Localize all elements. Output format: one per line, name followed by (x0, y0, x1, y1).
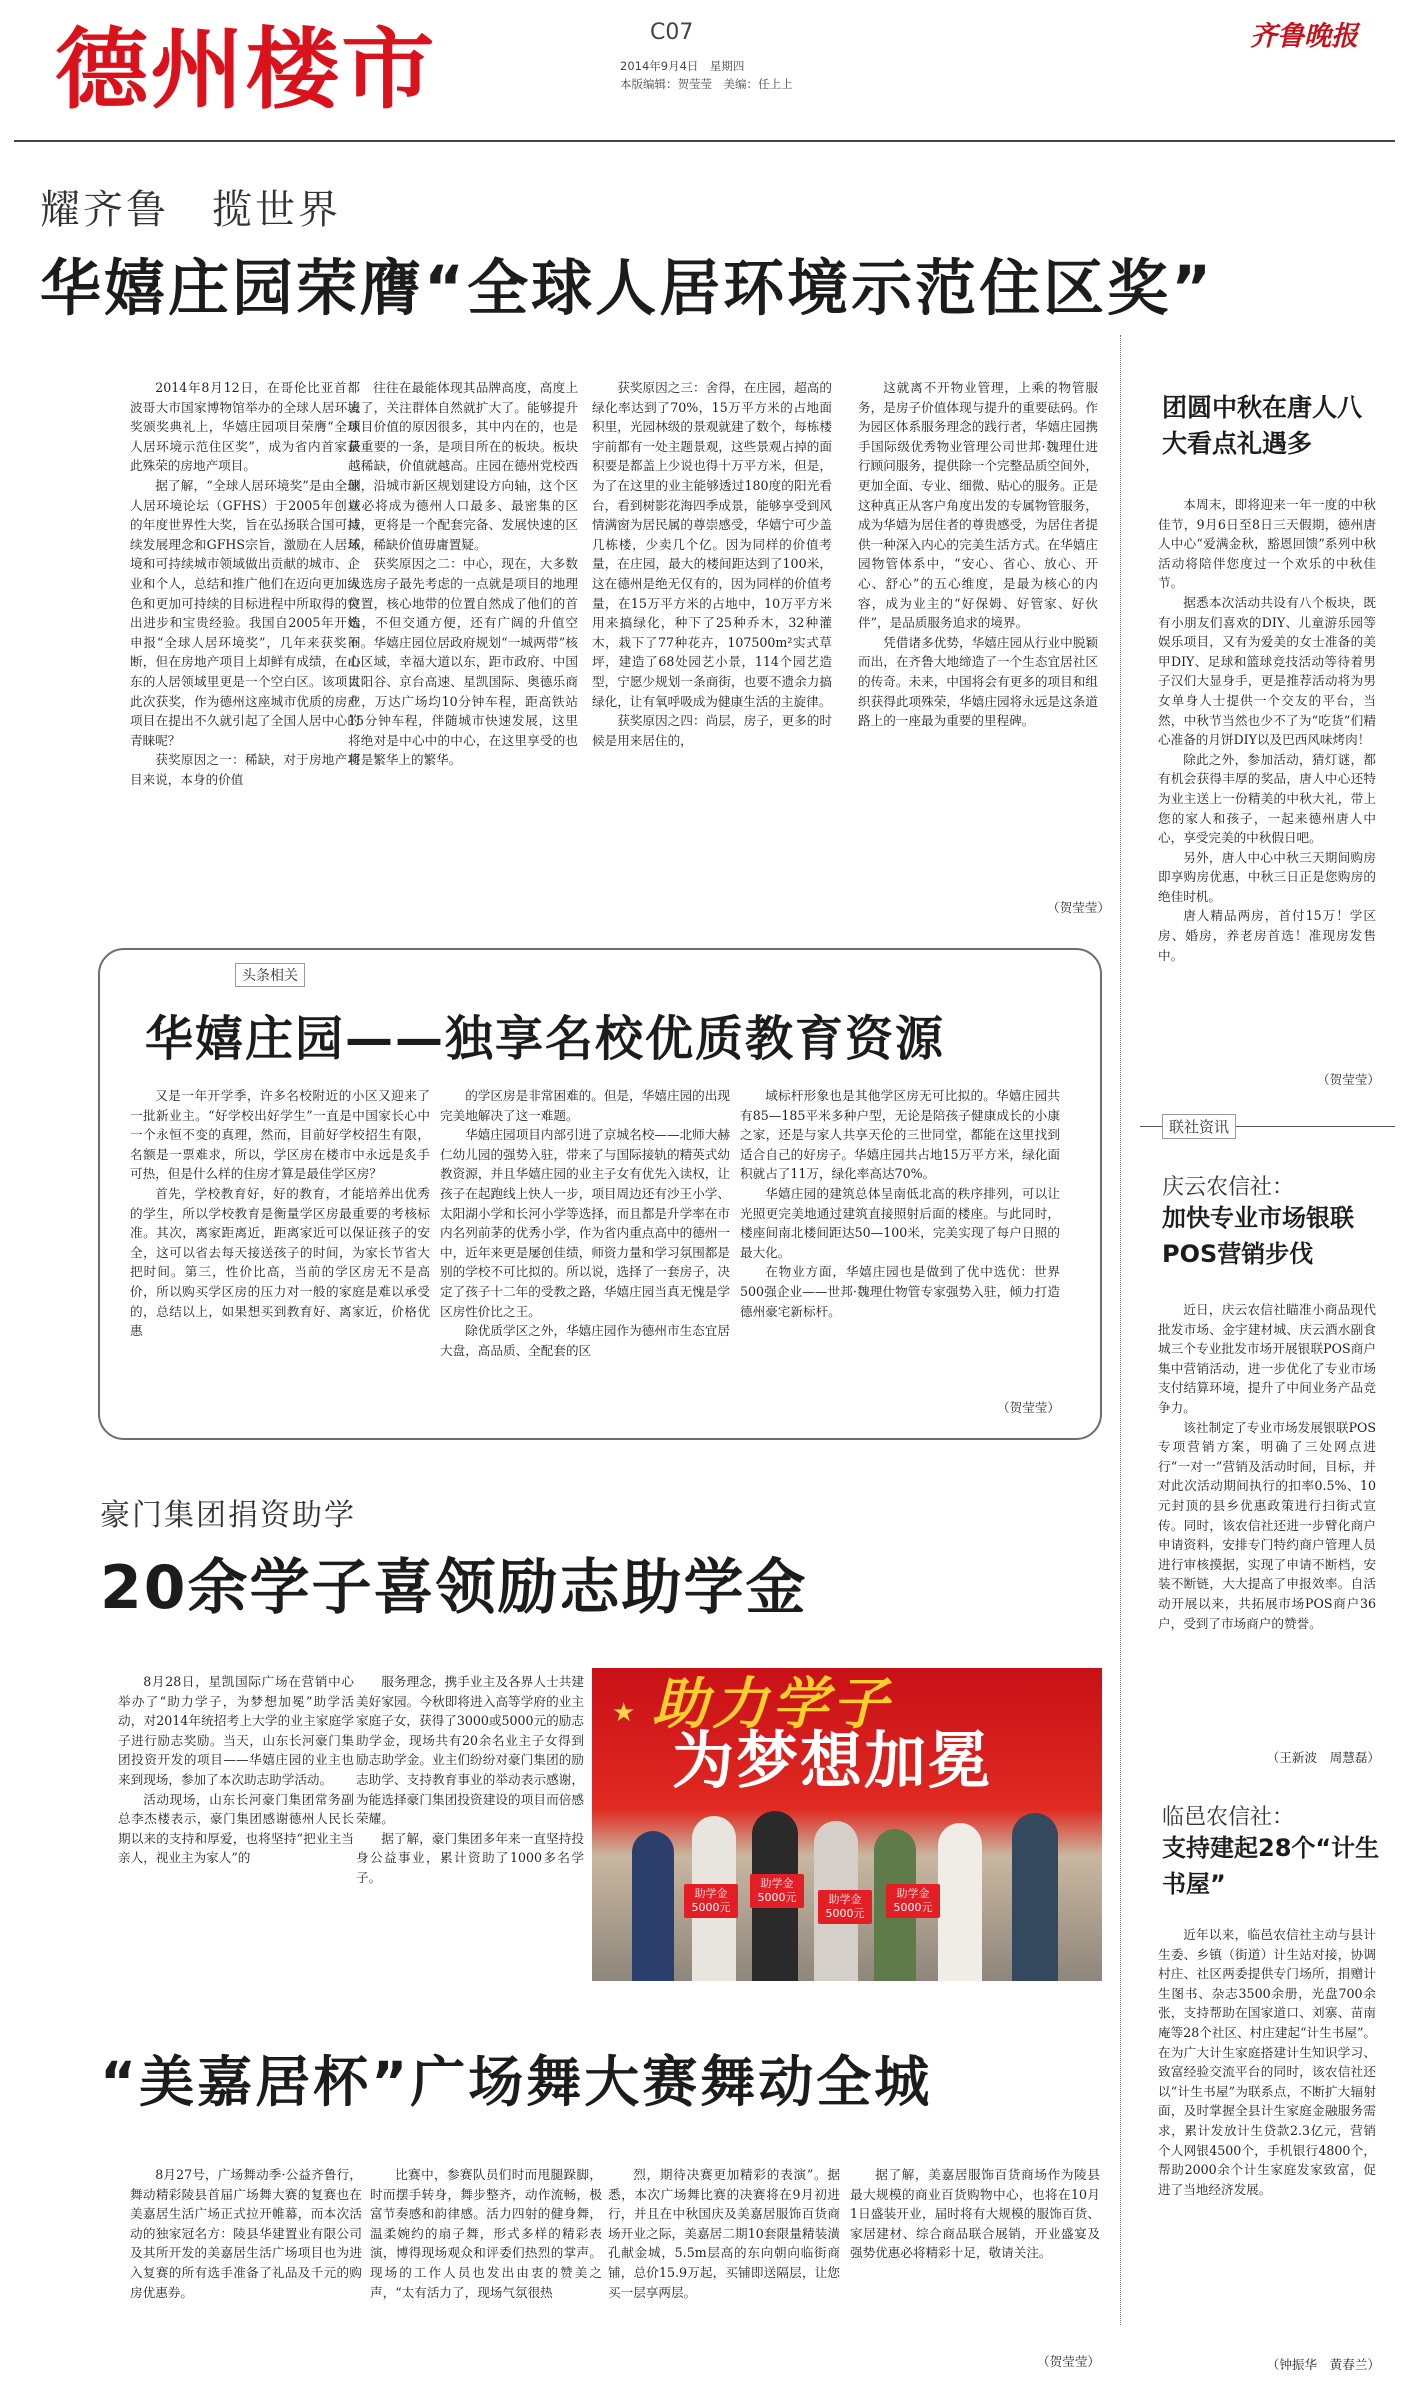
paragraph: 首先，学校教育好，好的教育，才能培养出优秀的学生，所以学校教育是衡量学区房最重要的考核标准。其次，离家距离近，距离家近可以保证孩子的安全，这可以省去每天接送孩子的时间，为家长节省大把时间。第三，性价比高，当前的学区房无不是高价，所以购买学区房的压力对一般的家庭是难以承受的，总结以上，如果想买到教育好、离家近，价格优惠 (130, 1185, 430, 1339)
paragraph: 获奖原因之一：稀缺，对于房地产项目来说，本身的价值 (130, 752, 360, 787)
related-tag: 头条相关 (235, 963, 305, 987)
article1-kicker: 耀齐鲁 揽世界 (40, 187, 341, 233)
article3-col1 (130, 2165, 362, 2373)
paragraph: 近日，庆云农信社瞄准小商品现代批发市场、金宇建材城、庆云酒水副食城三个专业批发市场开展银联POS商户集中营销活动，进一步优化了专业市场支付结算环境，提升了中间业务产品竞争力。 (1158, 1302, 1376, 1415)
paragraph: 的学区房是非常困难的。但是，华嬉庄园的出现完美地解决了这一难题。 (440, 1088, 730, 1123)
paragraph: 据了解，“全球人居环境奖”是由全球人居环境论坛（GFHS）于2005年创立的年度世界性大奖，旨在弘扬联合国可持续发展理念和GFHS宗旨，激励在人居环境和可持续城市领域做出贡献的城市、企业和个人，总结和推广他们在迈向更加绿色和更加可持续的目标进程中所取得的突出进步和宝贵经验。我国自2005年开始申报“全球人居环境奖”，几年来获奖不断，但在房地产项目上却鲜有成绩，在山东的人居领域里更是一个空白区。该项目此次获奖，作为德州这座城市优质的房产项目在提出不久就引起了全国人居中心的青睐呢？ (130, 477, 360, 748)
article2-kicker: 豪门集团捐资助学 (100, 1498, 356, 1533)
scholarship-sign: 助学金 5000元 (684, 1884, 738, 1918)
boxed-headline: 华嬉庄园——独享名校优质教育资源 (145, 1011, 946, 1067)
sidebar-divider (1120, 335, 1121, 2325)
newspaper-brand: 齐鲁晚报 (1250, 21, 1358, 52)
article1-col3 (592, 378, 832, 918)
article1-col2 (348, 378, 578, 918)
sidebar2-org: 庆云农信社： (1162, 1175, 1295, 1200)
boxed-col2 (440, 1086, 730, 1426)
sidebar-tag: 联社资讯 (1162, 1114, 1236, 1139)
paragraph: 该社制定了专业市场发展银联POS专项营销方案，明确了三处网点进行“一对一”营销及活动时间，目标，并对此次活动期间执行的扣率0.5%、10元封顶的县乡优惠政策进行扫街式宣传。同时，该农信社还进一步臂化商户申请资料，安排专门特约商户管理人员进行审核摸据，实现了申请不断档，安装不断链，大大提高了申报效率。自活动开展以来，共拓展市场POS商户36户，受到了市场商户的赞誉。 (1158, 1419, 1376, 1631)
paragraph: 烈，期待决赛更加精彩的表演”。据悉，本次广场舞比赛的决赛将在9月初进行，并且在中秋国庆及美嘉居服饰百货商场开业之际，美嘉居二期10套限量精装潢孔献金城，5.5m层高的东向朝向临街商铺，总价15.9万起，买铺即送隔层，让您买一层享两层。 (608, 2167, 840, 2300)
paragraph: 在物业方面，华嬉庄园也是做到了优中选优：世界500强企业——世邦·魏理仕物管专家强势入驻，倾力打造德州豪宅新标杆。 (740, 1264, 1060, 1319)
sidebar2-body (1158, 1300, 1376, 1745)
sidebar1-title: 团圆中秋在唐人八大看点礼遇多 (1162, 393, 1363, 458)
article2-col1 (118, 1672, 354, 1982)
event-photo (592, 1668, 1102, 1981)
article1-headline: 华嬉庄园荣膺“全球人居环境示范住区奖” (40, 253, 1215, 324)
paragraph: 域标杆形象也是其他学区房无可比拟的。华嬉庄园共有85—185平米多种户型，无论是陪孩子健康成长的小康之家，还是与家人共享天伦的三世同堂，都能在这里找到适合自己的好房子。华嬉庄园共占地15万平方米，绿化面积就占了11万，绿化率高达70%。 (740, 1088, 1060, 1182)
boxed-col3 (740, 1086, 1060, 1386)
paragraph: 获奖原因之四：尚层，房子，更多的时候是用来居住的， (592, 713, 832, 748)
masthead-logo: 德州楼市 (55, 18, 437, 121)
sidebar3-title: 支持建起28个“计生书屋” (1162, 1834, 1380, 1898)
article3-col2 (370, 2165, 602, 2373)
article3-col4 (850, 2165, 1100, 2355)
sidebar3-org: 临邑农信社： (1162, 1805, 1295, 1830)
paragraph: 据悉本次活动共设有八个板块，既有小朋友们喜欢的DIY、儿童游乐园等娱乐项目，又有为爱美的女士准备的美甲DIY、足球和篮球竞技活动等待着男子汉们大显身手，更是推荐活动将为男女单身人士提供一个交友的平台，当然，中秋节当然也少不了为“吃货”们精心准备的月饼DIY以及巴西风味烤肉！ (1158, 594, 1376, 748)
paragraph: 这就离不开物业管理，上乘的物管服务，是房子价值体现与提升的重要砝码。作为园区体系服务理念的践行者，华嬉庄园携手国际级优秀物业管理公司世邦·魏理仕进行顾问服务，提供除一个完整品质空间外，更加全面、专业、细微、贴心的服务。正是这种真正从客户角度出发的专属物管服务，成为华嬉为居住者的尊贵感受，为居住者提供一种深入内心的完美生活方式。在华嬉庄园物管体系中，“安心、省心、放心、开心、舒心”的五心维度，是最为核心的内容，成为业主的“好保姆、好管家、好伙伴”，是品质服务追求的境界。 (858, 380, 1098, 631)
article3-col3 (608, 2165, 840, 2373)
article3-headline: “美嘉居杯”广场舞大赛舞动全城 (100, 2050, 933, 2114)
article3-byline: （贺莹莹） (1037, 2354, 1100, 2369)
photo-banner-line1: 助力学子 (652, 1672, 892, 1737)
person-figure (632, 1831, 674, 1981)
paragraph: 获奖原因之三：舍得，在庄园，超高的绿化率达到了70%，15万平方米的占地面积里，光园林级的景观就建了数个，每栋楼宇前都有一处主题景观，这些景观占掉的面积要是都盖上少说也得十万平方米，但是，为了在这里的业主能够透过180度的阳光看台，看到树影花海四季成景，能够享受到风情满窗为居民属的尊崇感受，华嬉宁可少盖几栋楼，少卖几个亿。因为同样的价值考量，在庄园，最大的楼间距达到了100米，这在德州是绝无仅有的，因为同样的价值考量，在15万平方米的占地中，10万平方米用来搞绿化，种下了25种乔木，32种灌木，栽下了77种花卉，107500m²实式草坪，建造了68处园艺小景，114个园艺造型，宁愿少规划一条商街，也要不遗余力搞绿化，让有氧呼吸成为健康生活的主旋律。 (592, 380, 832, 709)
sidebar3-byline: （钟振华 黄春兰） (1266, 2357, 1380, 2372)
article1-byline: （贺莹莹） (1047, 900, 1110, 915)
article1-col1 (130, 378, 360, 918)
sidebar2-byline: （王新波 周慧磊） (1266, 1750, 1380, 1765)
article2-headline: 20余学子喜领励志助学金 (100, 1553, 808, 1623)
paragraph: 凭借诸多优势，华嬉庄园从行业中脱颖而出，在齐鲁大地缔造了一个生态宜居社区的传奇。未来，中国将会有更多的项目和组织获得此项殊荣，华嬉庄园将永远是这条道路上的一座最为重要的里程碑。 (858, 634, 1098, 729)
sidebar1-byline: （贺莹莹） (1317, 1072, 1380, 1087)
person-figure (1012, 1813, 1058, 1981)
paragraph: 获奖原因之二：中心，现在，大多数人选房子最先考虑的一点就是项目的地理位置，核心地带的位置自然成了他们的首选，不但交通方便，还有广阔的升值空间。华嬉庄园位居政府规划“一城两带”核心区域，幸福大道以东，距市政府、中国太阳谷、京台高速、星凯国际、奥德乐商业，万达广场均10分钟车程，距高铁站15分钟车程，伴随城市快速发展，这里将绝对是中心中的中心，在这里享受的也将是繁华上的繁华。 (348, 556, 578, 768)
paragraph: 8月28日，星凯国际广场在营销中心举办了“助力学子，为梦想加冕”助学活动，对2014年统招考上大学的业主家庭学子进行励志奖励。当天，山东长河豪门集团投资开发的项目——华嬉庄园的业主也来到现场，参加了本次助志助学活动。 (118, 1674, 354, 1787)
star-icon: ★ (612, 1698, 636, 1728)
sidebar1-body (1158, 495, 1376, 1070)
paragraph: 除优质学区之外，华嬉庄园作为德州市生态宜居大盘，高品质、全配套的区 (440, 1323, 730, 1358)
paragraph: 据了解，豪门集团多年来一直坚持投身公益事业，累计资助了1000多名学子。 (356, 1830, 584, 1885)
sidebar2-title: 加快专业市场银联POS营销步伐 (1162, 1204, 1354, 1268)
paragraph: 活动现场，山东长河豪门集团常务副总李杰楼表示，豪门集团感谢德州人民长期以来的支持和厚爱，也将坚持“把业主当亲人，视业主为家人”的 (118, 1791, 354, 1866)
sidebar3-body (1158, 1925, 1376, 2350)
boxed-col1 (130, 1086, 430, 1426)
editor-credits: 本版编辑：贺莹莹 美编：任上上 (620, 77, 793, 91)
boxed-byline: （贺莹莹） (997, 1400, 1060, 1415)
paragraph: 据了解，美嘉居服饰百货商场作为陵县最大规模的商业百货购物中心，也将在10月1日盛装开业，届时将有大规模的服饰百货、家居建材、综合商品联合展销，开业盛宴及强势优惠必将精彩十足，敬请关注。 (850, 2167, 1100, 2261)
header-rule (14, 140, 1395, 142)
scholarship-sign: 助学金 5000元 (750, 1874, 804, 1908)
issue-date: 2014年9月4日 星期四 (620, 59, 745, 73)
paragraph: 服务理念，携手业主及各界人士共建美好家园。今秋即将进入高等学府的业主家庭子女，获得了3000或5000元的励志助学金，现场共有20余名业主子女得到励志助学金。业主们纷纷对豪门集团的励志助学、支持教育事业的举动表示感谢，为能选择豪门集团投资建设的项目而倍感荣耀。 (356, 1674, 584, 1827)
scholarship-sign: 助学金 5000元 (886, 1884, 940, 1918)
paragraph: 2014年8月12日，在哥伦比亚首都波哥大市国家博物馆举办的全球人居环境奖颁奖典礼上，华嬉庄园项目荣膺“全球人居环境示范住区奖”，成为省内首家获此殊荣的房地产项目。 (130, 380, 360, 474)
paragraph: 又是一年开学季，许多名校附近的小区又迎来了一批新业主。“好学校出好学生”一直是中国家长心中一个永恒不变的真理，然而，目前好学校招生有限，名额是一票难求，所以，学区房在楼市中永远是炙手可热，但是什么样的住房才算是最佳学区房？ (130, 1088, 430, 1182)
paragraph: 另外，唐人中心中秋三天期间购房即享购房优惠，中秋三日正是您购房的绝佳时机。 (1158, 849, 1376, 904)
article2-col2 (356, 1672, 584, 1982)
paragraph: 本周末，即将迎来一年一度的中秋佳节，9月6日至8日三天假期，德州唐人中心“爱满金秋，豁恩回馈”系列中秋活动将陪伴您度过一个欢乐的中秋佳节。 (1158, 497, 1376, 591)
paragraph: 除此之外，参加活动，猜灯谜，都有机会获得丰厚的奖品，唐人中心还特为业主送上一份精美的中秋大礼，带上您的家人和孩子，一起来德州唐人中心，享受完美的中秋假日吧。 (1158, 751, 1376, 846)
paragraph: 比赛中，参赛队员们时而甩腿跺脚，时而摆手转身，舞步整齐，动作流畅，极富节奏感和韵律感。活力四射的健身舞，温柔婉约的扇子舞，形式多样的精彩表演，博得现场观众和评委们热烈的掌声。现场的工作人员也发出由衷的赞美之声，“太有活力了，现场气氛很热 (370, 2167, 602, 2300)
page-number: C07 (650, 20, 694, 45)
paragraph: 唐人精品两房，首付15万！学区房、婚房，养老房首选！准现房发售中。 (1158, 908, 1376, 963)
photo-banner-line2: 为梦想加冕 (672, 1724, 993, 1797)
person-figure (938, 1823, 982, 1981)
scholarship-sign: 助学金 5000元 (818, 1890, 872, 1924)
paragraph: 华嬉庄园的建筑总体呈南低北高的秩序排列，可以让光照更完美地通过建筑直接照射后面的楼座。与此同时，楼座间南北楼间距达50—100米，完美实现了每户日照的最大化。 (740, 1185, 1060, 1260)
paragraph: 华嬉庄园项目内部引进了京城名校——北师大赫仁幼儿园的强势入驻，带来了与国际接轨的精英式幼教资源，并且华嬉庄园的业主子女有优先入读权，让孩子在起跑线上快人一步，项目周边还有沙王小学、太阳湖小学和长河小学等选择，而且都是升学率在市内名列前茅的优秀小学，作为省内重点高中的德州一中，近年来更是屡创佳绩，师资力量和学习氛围都是别的学校不可比拟的。所以说，选择了一套房子，决定了孩子十二年的受教之路，华嬉庄园当真无愧是学区房性价比之王。 (440, 1127, 730, 1319)
paragraph: 往往在最能体现其品牌高度，高度上去了，关注群体自然就扩大了。能够提升项目价值的原因很多，其中内在的，也是最重要的一条，是项目所在的板块。板块越稀缺，价值就越高。庄园在德州党校西侧，沿城市新区规划建设方向轴，这个区域必将成为德州人口最多、最密集的区域，更将是一个配套完备、发展快速的区域，稀缺价值毋庸置疑。 (348, 380, 578, 552)
paragraph: 8月27号，广场舞动季·公益齐鲁行，舞动精彩陵县首届广场舞大赛的复赛也在美嘉居生活广场正式拉开帷幕，而本次活动的独家冠名方：陵县华建置业有限公司及其所开发的美嘉居生活广场项目也为进入复赛的所有选手准备了礼品及千元的购房优惠券。 (130, 2167, 362, 2300)
paragraph: 近年以来，临邑农信社主动与县计生委、乡镇（街道）计生站对接，协调村庄、社区两委提供专门场所，捐赠计生图书、杂志3500余册，光盘700余张，支持帮助在国家道口、刘寨、苗南庵等28个社区、村庄建起“计生书屋”。在为广大计生家庭搭建计生知识学习、致富经验交流平台的同时，该农信社还以“计生书屋”为联系点，不断扩大辐射面，及时掌握全县计生家庭金融服务需求，累计发放计生贷款2.3亿元，营销个人网银4500个，手机银行4800个，帮助2000余个计生家庭发家致富，促进了当地经济发展。 (1158, 1927, 1376, 2197)
article1-col4 (858, 378, 1098, 898)
